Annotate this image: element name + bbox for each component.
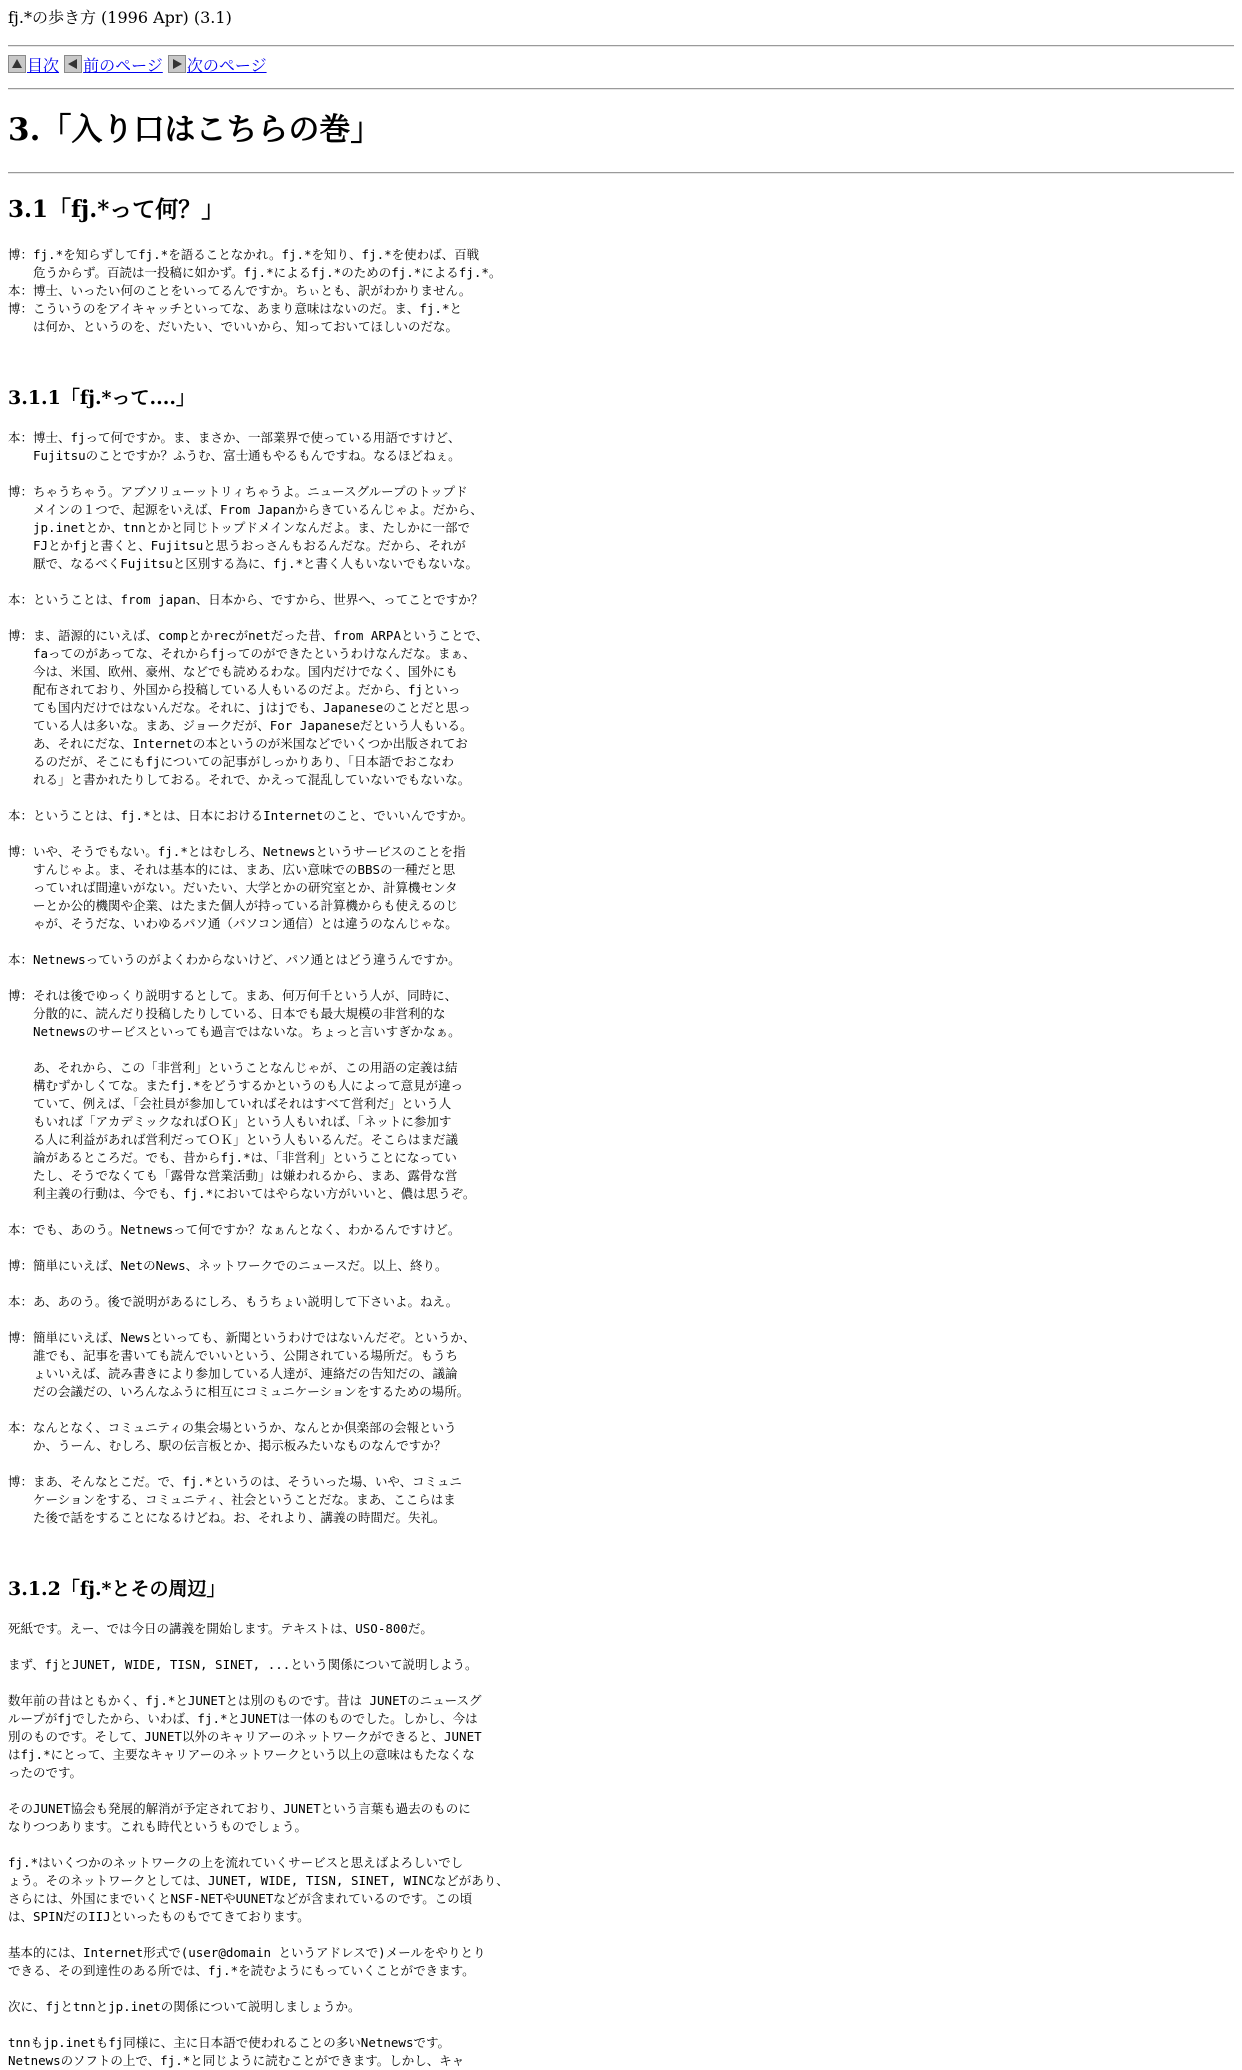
chapter-divider: [8, 172, 1234, 174]
page-navigation: [8, 55, 1234, 76]
next-page-link-label: 次のページ: [186, 56, 267, 75]
document-page: [8, 8, 1234, 2070]
next-page-link[interactable]: [168, 56, 267, 75]
up-arrow-icon: [8, 55, 26, 73]
section-intro-dialogue: 博：fj.*を知らずしてfj.*を語ることなかれ。fj.*を知り、fj.*を使わば、百戦 危うからず。百読は一投稿に如かず。fj.*によるfj.*のためのfj.*によるfj.*。 本：博士、いったい何のことをいってるんですか。ちぃとも、訳がわかりません。 博：こういうのをアイキャッチといってな、あまり意味はないのだ。ま、fj.*と は何か、というのを、だいたい、でいいから、知っておいてほしいのだな。: [8, 247, 502, 334]
subsection-3-1-2-lecture: 死紙です。えー、では今日の講義を開始します。テキストは、USO-800だ。 まず、fjとJUNET, WIDE, TISN, SINET, ...という関係について説明しよう。 数年前の昔はともかく、fj.*とJUNETとは別のものです。昔は JUNETのニュースグ ループがfjでしたから、いわば、fj.*とJUNETは一体のものでした。しかし、今は 別のものです。そして、JUNET以外のキャリアーのネットワークができると、JUNET はfj.*にとって、主要なキャリアーのネットワークという以上の意味はもたなくな ったのです。 そのJUNET協会も発展的解消が予定されており、JUNETという言葉も過去のものに なりつつあります。これも時代というものでしょう。 fj.*はいくつかのネットワークの上を流れていくサービスと思えばよろしいでし ょう。そのネットワークとしては、JUNET, WIDE, TISN, SINET, WINCなどがあり、 さらには、外国にまでいくとNSF-NETやUUNETなどが含まれているのです。この頃 は、SPINだのIIJといったものもでてきております。 基本的には、Internet形式で(user@domain というアドレスで)メールをやりとり できる、その到達性のある所では、fj.*を読むようにもっていくことができます。 次に、fjとtnnとjp.inetの関係について説明しましょうか。 tnnもjp.inetもfj同様に、主に日本語で使われることの多いNetnewsです。 Netnewsのソフトの上で、fj.*と同じように読むことができます。しかし、キャ: [8, 1621, 509, 2068]
right-arrow-icon: [168, 55, 186, 73]
subsection-heading-3-1-1: 3.1.1「fj.*って....」: [8, 387, 195, 409]
prev-page-link-label: 前のページ: [83, 56, 163, 75]
chapter-heading: 3.「入り口はこちらの巻」: [8, 112, 382, 148]
document-title: fj.*の歩き方 (1996 Apr) (3.1): [8, 8, 232, 27]
subsection-3-1-1-dialogue: 本：博士、fjって何ですか。ま、まさか、一部業界で使っている用語ですけど、 Fujitsuのことですか？ふうむ、富士通もやるもんですね。なるほどねぇ。 博：ちゃうちゃう。アブソリューットリィちゃうよ。ニュースグループのトップド メインの１つで、起源をいえば、From Japanからきているんじゃよ。だから、 jp.inetとか、tnnとかと同じトップドメインなんだよ。ま、たしかに一部で FJとかfjと書くと、Fujitsuと思うおっさんもおるんだな。だから、それが 厭で、なるべくFujitsuと区別する為に、fj.*と書く人もいないでもないな。 本：ということは、from japan、日本から、ですから、世界へ、ってことですか？ 博：ま、語源的にいえば、compとかrecがnetだった昔、from ARPAということで、 faってのがあってな、それからfjってのができたというわけなんだな。まぁ、 今は、米国、欧州、豪州、などでも読めるわな。国内だけでなく、国外にも 配布されており、外国から投稿している人もいるのだよ。だから、fjといっ ても国内だけではないんだな。それに、jはjでも、Japaneseのことだと思っ ている人は多いな。まあ、ジョークだが、For Japaneseだという人もいる。 あ、それにだな、Internetの本というのが米国などでいくつか出版されてお るのだが、そこにもfjについての記事がしっかりあり、「日本語でおこなわ れる」と書かれたりしておる。それで、かえって混乱していないでもないな。 本：ということは、fj.*とは、日本におけるInternetのこと、でいいんですか。 博：いや、そうでもない。fj.*とはむしろ、Netnewsというサービスのことを指 すんじゃよ。ま、それは基本的には、まあ、広い意味でのBBSの一種だと思 っていれば間違いがない。だいたい、大学とかの研究室とか、計算機センタ ーとか公的機関や企業、はたまた個人が持っている計算機からも使えるのじ ゃが、そうだな、いわゆるパソ通（パソコン通信）とは違うのなんじゃな。 本：Netnewsっていうのがよくわからないけど、パソ通とはどう違うんですか。 博：それは後でゆっくり説明するとして。まあ、何万何千という人が、同時に、 分散的に、読んだり投稿したりしている、日本でも最大規模の非営利的な Netnewsのサービスといっても過言ではないな。ちょっと言いすぎかなぁ。 あ、それから、この「非営利」ということなんじゃが、この用語の定義は結 構むずかしくてな。またfj.*をどうするかというのも人によって意見が違っ ていて、例えば、「会社員が参加していればそれはすべて営利だ」という人 もいれば「アカデミックなればＯＫ」という人もいれば、「ネットに参加す る人に利益があれば営利だってＯＫ」という人もいるんだ。そこらはまだ議 論があるところだ。でも、昔からfj.*は、「非営利」ということになってい たし、そうでなくても「露骨な営業活動」は嫌われるから、まあ、露骨な営 利主義の行動は、今でも、fj.*においてはやらない方がいいと、儂は思うぞ。 本：でも、あのう。Netnewsって何ですか？なぁんとなく、わかるんですけど。 博：簡単にいえば、NetのNews、ネットワークでのニュースだ。以上、終り。 本：あ、あのう。後で説明があるにしろ、もうちょい説明して下さいよ。ねえ。 博：簡単にいえば、Newsといっても、新聞というわけではないんだぞ。というか、 誰でも、記事を書いても読んでいいという、公開されている場所だ。もうち ょいいえば、読み書きにより参加している人達が、連絡だの告知だの、議論 だの会議だの、いろんなふうに相互にコミュニケーションをするための場所。 本：なんとなく、コミュニティの集会場というか、なんとか倶楽部の会報という か、うーん、むしろ、駅の伝言板とか、掲示板みたいなものなんですか？ 博：まあ、そんなとこだ。で、fj.*というのは、そういった場、いや、コミュニ ケーションをする、コミュニティ、社会ということだな。まあ、ここらはま た後で話をすることになるけどね。お、それより、講義の時間だ。失礼。: [8, 430, 489, 1525]
section-heading: 3.1「fj.*って何？」: [8, 196, 225, 223]
toc-link[interactable]: [8, 56, 59, 75]
prev-page-link[interactable]: [64, 56, 163, 75]
left-arrow-icon: [64, 55, 82, 73]
nav-divider: [8, 88, 1234, 90]
top-divider: [8, 45, 1234, 47]
subsection-heading-3-1-2: 3.1.2「fj.*とその周辺」: [8, 1578, 226, 1600]
toc-link-label: 目次: [27, 56, 60, 75]
